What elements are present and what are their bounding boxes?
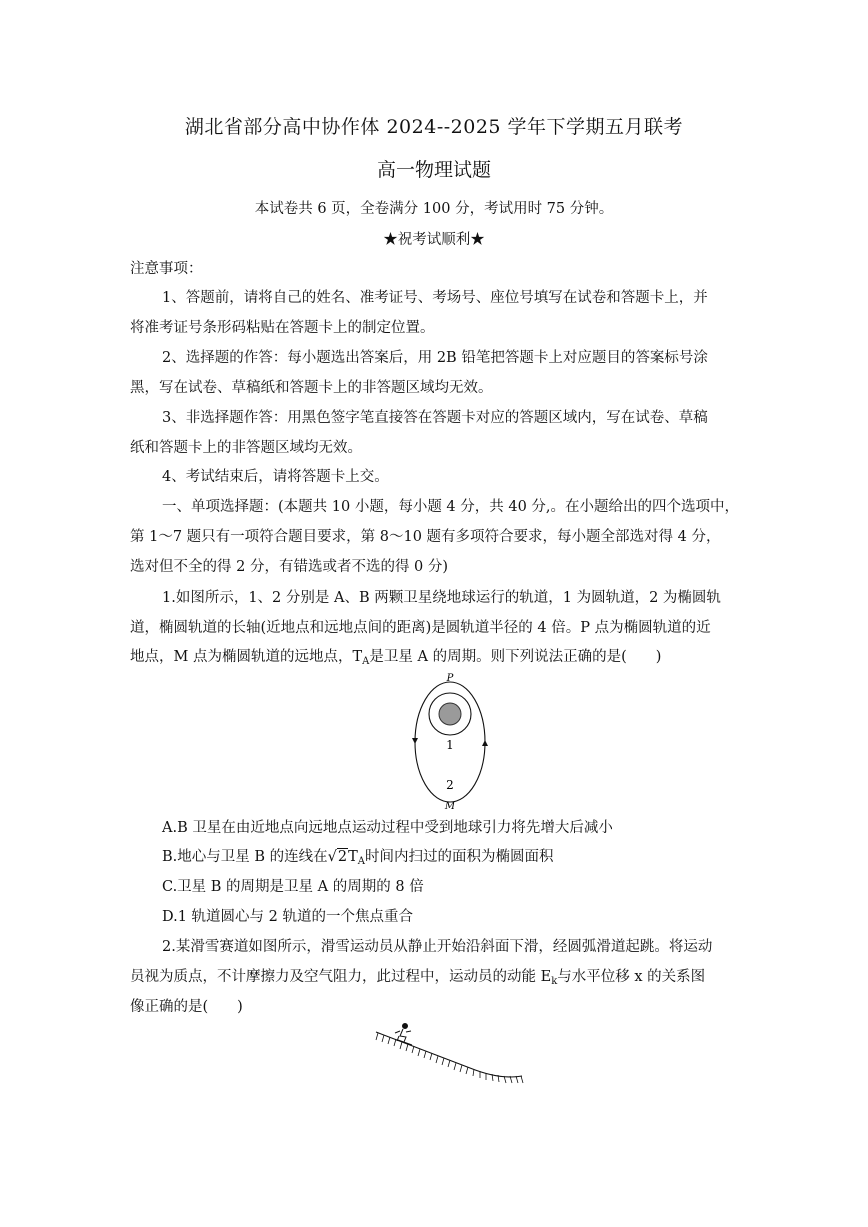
orbit-arrow-left-icon xyxy=(412,738,418,744)
question-1-stem-cont-2 xyxy=(130,647,661,672)
ski-slope-figure xyxy=(370,1020,530,1095)
question-1-option-d: D.1 轨道圆心与 2 轨道的一个焦点重合 xyxy=(162,909,413,925)
exam-info: 本试卷共 6 页，全卷满分 100 分，考试用时 75 分钟。 xyxy=(254,201,614,217)
section-1-intro-cont-2: 选对但不全的得 2 分，有错选或者不选的得 0 分) xyxy=(130,559,449,575)
kinetic-energy-subscript: k xyxy=(551,976,558,987)
sqrt-sign-icon: √ xyxy=(327,849,337,865)
question-1-option-b xyxy=(162,847,554,872)
question-1-option-a: A.B 卫星在由近地点向远地点运动过程中受到地球引力将先增大后减小 xyxy=(162,820,613,836)
point-p-label: P xyxy=(446,673,454,684)
earth-icon xyxy=(439,703,461,725)
question-1-stem-text-a: 地点，M 点为椭圆轨道的远地点，T xyxy=(130,649,363,665)
notice-item-3-cont: 纸和答题卡上的非答题区域均无效。 xyxy=(130,440,362,456)
question-2-text-b: 与水平位移 x 的关系图 xyxy=(557,969,706,985)
point-m-label: M xyxy=(444,801,456,812)
notice-item-2: 2、选择题的作答：每小题选出答案后，用 2B 铅笔把答题卡上对应题目的答案标号涂 xyxy=(162,350,708,366)
exam-title: 湖北省部分高中协作体 2024--2025 学年下学期五月联考 xyxy=(184,116,684,138)
question-2-stem-cont-2: 像正确的是( ) xyxy=(130,999,243,1015)
option-b-text-a: B.地心与卫星 B 的连线在 xyxy=(162,849,328,865)
period-symbol: T xyxy=(348,849,358,865)
question-2-stem-cont xyxy=(130,967,705,992)
skier-icon xyxy=(395,1024,412,1046)
period-subscript: A xyxy=(362,656,370,667)
sqrt-radicand: 2 xyxy=(337,849,348,865)
exam-subtitle: 高一物理试题 xyxy=(376,159,491,181)
question-1-stem-text-b: 是卫星 A 的周期。则下列说法正确的是( ) xyxy=(369,649,662,665)
section-1-intro: 一、单项选择题：(本题共 10 小题，每小题 4 分，共 40 分,。在小题给出的四个选项中， xyxy=(162,499,740,515)
notice-item-4: 4、考试结束后，请将答题卡上交。 xyxy=(162,469,389,485)
exam-wish: ★祝考试顺利★ xyxy=(383,232,485,248)
orbit-1-label: 1 xyxy=(446,738,454,752)
question-2-stem: 2.某滑雪赛道如图所示，滑雪运动员从静止开始沿斜面下滑，经圆弧滑道起跳。将运动 xyxy=(162,939,713,955)
option-b-text-b: 时间内扫过的面积为椭圆面积 xyxy=(365,849,554,865)
notice-heading: 注意事项： xyxy=(130,261,203,277)
section-1-intro-cont: 第 1～7 题只有一项符合题目要求，第 8～10 题有多项符合要求，每小题全部选对得 4 分， xyxy=(130,529,721,545)
notice-item-1-cont: 将准考证号条形码粘贴在答题卡上的制定位置。 xyxy=(130,320,435,336)
orbit-arrow-right-icon xyxy=(482,740,488,746)
question-1-option-c: C.卫星 B 的周期是卫星 A 的周期的 8 倍 xyxy=(162,879,424,895)
notice-item-1: 1、答题前，请将自己的姓名、准考证号、考场号、座位号填写在试卷和答题卡上，并 xyxy=(162,290,708,306)
notice-item-3: 3、非选择题作答：用黑色签字笔直接答在答题卡对应的答题区域内，写在试卷、草稿 xyxy=(162,410,708,426)
notice-item-2-cont: 黑，写在试卷、草稿纸和答题卡上的非答题区域均无效。 xyxy=(130,380,493,396)
sqrt-expression xyxy=(328,847,348,867)
orbit-2-label: 2 xyxy=(446,778,454,792)
period-subscript-b: A xyxy=(357,856,366,867)
question-1-stem: 1.如图所示，1、2 分别是 A、B 两颗卫星绕地球运行的轨道，1 为圆轨道，2 为椭圆轨 xyxy=(162,590,721,606)
orbit-figure xyxy=(408,672,493,812)
question-1-stem-cont: 道，椭圆轨道的长轴(近地点和远地点间的距离)是圆轨道半径的 4 倍。P 点为椭圆轨道的近 xyxy=(130,620,711,636)
question-2-text-a: 员视为质点，不计摩擦力及空气阻力，此过程中，运动员的动能 E xyxy=(130,969,552,985)
